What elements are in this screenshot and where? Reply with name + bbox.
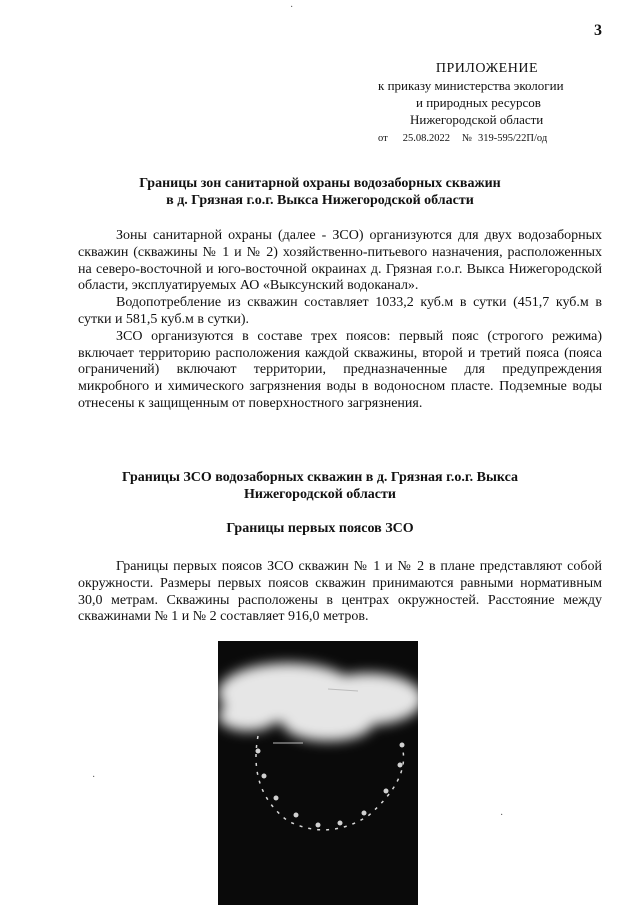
appendix-block (370, 60, 620, 147)
intro-paragraph-3: ЗСО организуются в составе трех поясов: первый пояс (строгого режима) включает территорию расположения каждой скважины, второй и третий пояса (пояса ограничений) включают территории, предназначенные для предупреждения микробного и химического загрязнения воды в водоносном пласте. Подземные воды отнесены к защищенным от поверхностного загрязнения. (78, 328, 602, 411)
appendix-line-3: Нижегородской области (410, 112, 544, 127)
main-heading-line-2: в д. Грязная г.о.г. Выкса Нижегородской области (166, 193, 474, 208)
appendix-line-1: к приказу министерства экологии (378, 78, 564, 93)
section-heading-line-1: Границы ЗСО водозаборных скважин в д. Грязная г.о.г. Выкса (121, 470, 519, 485)
intro-text (78, 228, 602, 413)
main-heading-line-1: Границы зон санитарной охраны водозаборных скважин (139, 176, 501, 191)
scan-speck-top: · (290, 2, 294, 13)
order-line (370, 129, 620, 147)
section-paragraph-1: Границы первых поясов ЗСО скважин № 1 и № 2 в плане представляют собой окружности. Размеры первых поясов скважин принимаются равными нормативным 30,0 метрам. Скважины расположены в центрах окружностей. Расстояние между скважинами № 1 и № 2 составляет 916,0 метров. (78, 559, 602, 625)
page-number: 3 (594, 22, 602, 39)
order-from: от (378, 133, 388, 144)
scan-speck-right: · (500, 810, 504, 821)
section-heading (40, 469, 600, 503)
scan-speck-left: · (92, 772, 96, 783)
order-date: 25.08.2022 (402, 133, 450, 144)
main-heading (40, 175, 600, 209)
appendix-title: ПРИЛОЖЕНИЕ (435, 61, 538, 76)
appendix-line-2: и природных ресурсов (416, 95, 541, 110)
section-heading-line-2: Нижегородской области (244, 487, 396, 502)
intro-paragraph-2: Водопотребление из скважин составляет 1033,2 куб.м в сутки (451,7 куб.м в сутки и 581,5 куб.м в сутки). (78, 295, 602, 327)
order-number-sign: № (461, 133, 472, 144)
order-number: 319-595/22П/од (477, 133, 548, 144)
satellite-map-photo (218, 641, 418, 905)
section-text (78, 559, 602, 626)
intro-paragraph-1: Зоны санитарной охраны (далее - ЗСО) организуются для двух водозаборных скважин (скважины № 1 и № 2) хозяйственно-питьевого назначения, расположенных на северо-восточной и юго-восточной окраинах д. Грязная г.о.г. Выкса Нижегородской области, эксплуатируемых АО «Выксунский водоканал». (78, 228, 602, 294)
subsection-heading: Границы первых поясов ЗСО (226, 521, 414, 536)
map-image (218, 641, 418, 905)
